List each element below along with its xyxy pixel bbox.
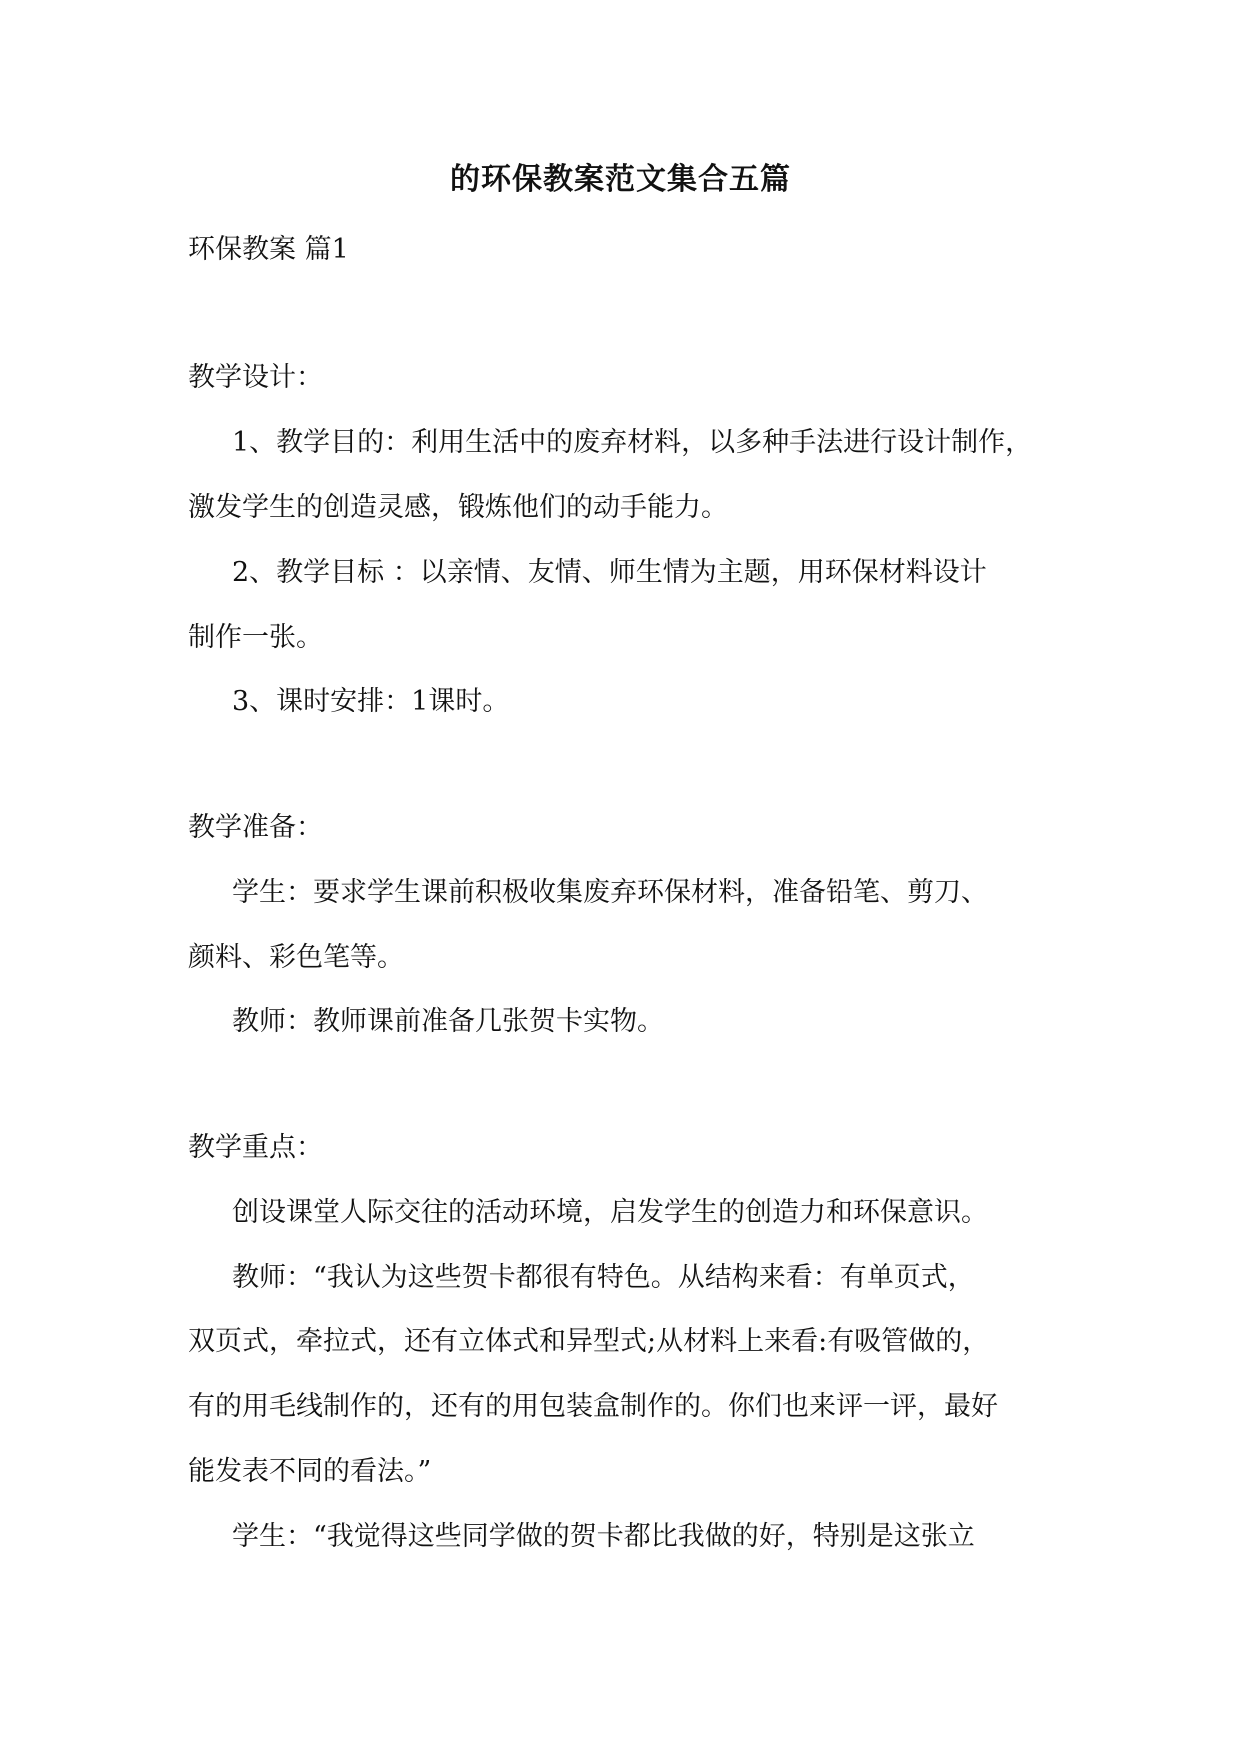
paragraph-line: 能发表不同的看法。”	[188, 1456, 432, 1487]
paragraph-line: 双页式，牵拉式，还有立体式和异型式;从材料上来看:有吸管做的，	[188, 1326, 990, 1357]
paragraph-line: 激发学生的创造灵感，锻炼他们的动手能力。	[188, 492, 728, 523]
subsection-heading: 教学重点：	[188, 1132, 323, 1163]
paragraph-line: 3、课时安排：1课时。	[232, 686, 510, 717]
paragraph-line: 创设课堂人际交往的活动环境，启发学生的创造力和环保意识。	[232, 1197, 988, 1228]
paragraph-line: 颜料、彩色笔等。	[188, 942, 404, 973]
paragraph-line: 2、教学目标 ：以亲情、友情、师生情为主题，用环保材料设计	[232, 557, 987, 588]
paragraph-line: 教师：“我认为这些贺卡都很有特色。从结构来看：有单页式，	[232, 1262, 975, 1293]
paragraph-line: 学生：“我觉得这些同学做的贺卡都比我做的好，特别是这张立	[232, 1521, 975, 1552]
paragraph-line: 有的用毛线制作的，还有的用包装盒制作的。你们也来评一评，最好	[188, 1391, 998, 1422]
section-heading: 环保教案 篇1	[188, 234, 349, 265]
paragraph-line: 学生：要求学生课前积极收集废弃环保材料，准备铅笔、剪刀、	[232, 877, 988, 908]
document-title: 的环保教案范文集合五篇	[450, 162, 791, 197]
paragraph-line: 制作一张。	[188, 622, 323, 653]
paragraph-line: 教师：教师课前准备几张贺卡实物。	[232, 1006, 664, 1037]
subsection-heading: 教学准备：	[188, 812, 323, 843]
subsection-heading: 教学设计：	[188, 362, 323, 393]
paragraph-line: 1、教学目的：利用生活中的废弃材料，以多种手法进行设计制作，	[232, 427, 1033, 458]
